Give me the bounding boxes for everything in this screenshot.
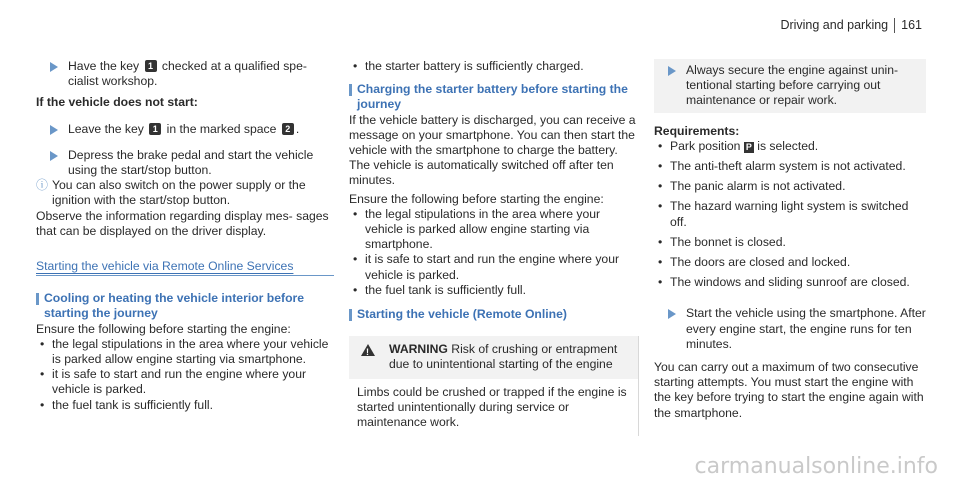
step-secure-engine: Always secure the engine against unin- tentional starting before carrying out maintenance or repair work. bbox=[654, 59, 926, 113]
step-leave-key: Leave the key 1 in the marked space 2 . bbox=[36, 122, 336, 137]
list-item: • The bonnet is closed. bbox=[654, 235, 926, 250]
list-item: • the legal stipulations in the area where your vehicle is parked allow engine starting via smartphone. bbox=[349, 207, 639, 253]
requirements-heading: Requirements: bbox=[654, 123, 740, 138]
header-section: Driving and parking bbox=[780, 18, 889, 32]
key-badge-1: 1 bbox=[145, 60, 157, 72]
list-item: • The panic alarm is not activated. bbox=[654, 179, 926, 194]
space-badge-2: 2 bbox=[282, 123, 294, 135]
warning-body: Limbs could be crushed or trapped if the engine is started unintentionally during service or maintenance work. bbox=[357, 384, 627, 430]
if-not-start-heading: If the vehicle does not start: bbox=[36, 95, 198, 110]
list-item: • The doors are closed and locked. bbox=[654, 255, 926, 270]
observe-text: Observe the information regarding display mes- sages that can be displayed on the driver display. bbox=[36, 208, 329, 238]
cooling-heading: Cooling or heating the vehicle interior before starting the journey bbox=[36, 291, 336, 321]
watermark: carmanualsonline.info bbox=[694, 453, 938, 479]
info-icon: ⓘ bbox=[36, 178, 49, 193]
list-item: • the starter battery is sufficiently charged. bbox=[349, 59, 639, 74]
info-note: ⓘ You can also switch on the power supply or the ignition with the start/stop button. bbox=[36, 178, 306, 208]
page-number: 161 bbox=[894, 18, 922, 33]
ensure-text: Ensure the following before starting the engine: bbox=[349, 191, 604, 206]
step-arrow-icon bbox=[50, 151, 58, 161]
list-item: • it is safe to start and run the engine where your vehicle is parked. bbox=[36, 367, 336, 397]
step-arrow-icon bbox=[668, 66, 676, 76]
page-header bbox=[780, 18, 922, 33]
warning-box bbox=[349, 336, 639, 436]
column-3 bbox=[654, 59, 926, 421]
list-item: • The windows and sliding sunroof are closed. bbox=[654, 275, 926, 290]
remote-services-heading[interactable]: Starting the vehicle via Remote Online Services bbox=[36, 259, 294, 274]
warning-triangle-icon bbox=[361, 344, 375, 356]
list-item: • the fuel tank is sufficiently full. bbox=[36, 398, 336, 413]
heading-rule bbox=[36, 275, 334, 276]
list-item: • The anti-theft alarm system is not activated. bbox=[654, 159, 926, 174]
list-item: • the legal stipulations in the area where your vehicle is parked allow engine starting via smartphone. bbox=[36, 337, 336, 367]
starting-remote-heading: Starting the vehicle (Remote Online) bbox=[349, 307, 639, 322]
park-position-icon: P bbox=[745, 141, 752, 152]
final-paragraph: You can carry out a maximum of two consecutive starting attempts. You must start the engine with the key before trying to start the engine again with the smartphone. bbox=[654, 360, 924, 420]
column-1 bbox=[36, 59, 336, 413]
step-arrow-icon bbox=[50, 62, 58, 72]
step-depress-brake: Depress the brake pedal and start the vehicle using the start/stop button. bbox=[36, 148, 336, 178]
list-item: • it is safe to start and run the engine where your vehicle is parked. bbox=[349, 252, 639, 282]
step-arrow-icon bbox=[668, 309, 676, 319]
list-item: • The hazard warning light system is switched off. bbox=[654, 199, 926, 229]
key-badge-1: 1 bbox=[149, 123, 161, 135]
warning-header: ! WARNING Risk of crushing or entrapment due to unintentional starting of the engine bbox=[349, 336, 638, 378]
step-start-smartphone: Start the vehicle using the smartphone. After every engine start, the engine runs for ten minutes. bbox=[654, 306, 926, 352]
step-have-key-checked: Have the key 1 checked at a qualified spe- cialist workshop. bbox=[36, 59, 336, 89]
column-2 bbox=[349, 59, 639, 436]
ensure-text: Ensure the following before starting the engine: bbox=[36, 321, 291, 336]
list-item: • Park position P is selected. bbox=[654, 139, 926, 154]
list-item: • the fuel tank is sufficiently full. bbox=[349, 283, 639, 298]
step-arrow-icon bbox=[50, 125, 58, 135]
charging-text: If the vehicle battery is discharged, you can receive a message on your smartphone. You can then start the vehicle with the smartphone to charge the battery. The vehicle is automatically switched off after ten minutes. bbox=[349, 112, 636, 188]
charging-heading: Charging the starter battery before starting the journey bbox=[349, 82, 639, 112]
